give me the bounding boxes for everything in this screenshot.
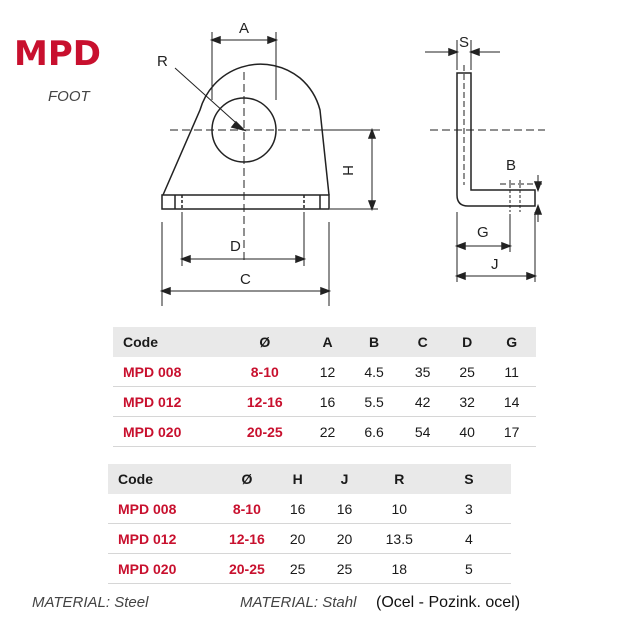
cell-b: 6.6 [350, 417, 399, 447]
cell-diameter: 8-10 [224, 357, 305, 387]
dim-label-c: C [240, 271, 251, 288]
cell-r: 10 [372, 494, 427, 524]
cell-g: 11 [487, 357, 536, 387]
cell-b: 5.5 [350, 387, 399, 417]
col-header-b: B [350, 327, 399, 357]
col-header-r: R [372, 464, 427, 494]
dim-label-s: S [459, 34, 470, 51]
col-header-j: J [317, 464, 372, 494]
col-header-diameter: Ø [216, 464, 278, 494]
table-row [113, 357, 536, 387]
cell-diameter: 12-16 [216, 524, 278, 554]
cell-a: 12 [305, 357, 350, 387]
cell-h: 25 [278, 554, 317, 584]
cell-c: 54 [398, 417, 447, 447]
table-header-row [108, 464, 511, 494]
col-header-code: Code [113, 327, 224, 357]
cell-g: 14 [487, 387, 536, 417]
cell-d: 32 [447, 387, 487, 417]
cell-diameter: 12-16 [224, 387, 305, 417]
cell-j: 16 [317, 494, 372, 524]
cell-code: MPD 008 [113, 357, 224, 387]
cell-j: 25 [317, 554, 372, 584]
cell-g: 17 [487, 417, 536, 447]
cell-h: 16 [278, 494, 317, 524]
cell-diameter: 20-25 [224, 417, 305, 447]
table-row [108, 554, 511, 584]
table-row [108, 524, 511, 554]
dim-label-j: J [491, 256, 499, 273]
dim-label-h: H [339, 165, 356, 176]
cell-s: 3 [427, 494, 511, 524]
cell-c: 42 [398, 387, 447, 417]
dim-label-g: G [477, 224, 489, 241]
cell-code: MPD 008 [108, 494, 216, 524]
cell-s: 4 [427, 524, 511, 554]
cell-c: 35 [398, 357, 447, 387]
cell-b: 4.5 [350, 357, 399, 387]
cell-code: MPD 012 [108, 524, 216, 554]
dimensions-table-1 [113, 327, 536, 447]
cell-d: 40 [447, 417, 487, 447]
col-header-c: C [398, 327, 447, 357]
col-header-g: G [487, 327, 536, 357]
table-row [113, 417, 536, 447]
cell-diameter: 8-10 [216, 494, 278, 524]
material-czech-note: (Ocel - Pozink. ocel) [376, 594, 521, 611]
cell-h: 20 [278, 524, 317, 554]
col-header-d: D [447, 327, 487, 357]
dim-label-b: B [506, 157, 517, 174]
table-row [113, 387, 536, 417]
dim-label-r: R [157, 53, 168, 70]
cell-d: 25 [447, 357, 487, 387]
col-header-code: Code [108, 464, 216, 494]
table-header-row [113, 327, 536, 357]
table-row [108, 494, 511, 524]
col-header-diameter: Ø [224, 327, 305, 357]
cell-code: MPD 012 [113, 387, 224, 417]
dimensions-table-2 [108, 464, 511, 584]
cell-j: 20 [317, 524, 372, 554]
cell-a: 22 [305, 417, 350, 447]
dim-label-a: A [239, 20, 250, 37]
col-header-s: S [427, 464, 511, 494]
cell-code: MPD 020 [113, 417, 224, 447]
cell-code: MPD 020 [108, 554, 216, 584]
material-german: MATERIAL: Stahl [240, 594, 357, 611]
material-english: MATERIAL: Steel [32, 594, 149, 611]
cell-a: 16 [305, 387, 350, 417]
cell-diameter: 20-25 [216, 554, 278, 584]
cell-s: 5 [427, 554, 511, 584]
col-header-h: H [278, 464, 317, 494]
cell-r: 18 [372, 554, 427, 584]
side-view-bracket [457, 73, 535, 206]
product-title: MPD [14, 34, 101, 74]
product-subtitle: FOOT [48, 88, 90, 105]
dim-label-d: D [230, 238, 241, 255]
col-header-a: A [305, 327, 350, 357]
cell-r: 13.5 [372, 524, 427, 554]
